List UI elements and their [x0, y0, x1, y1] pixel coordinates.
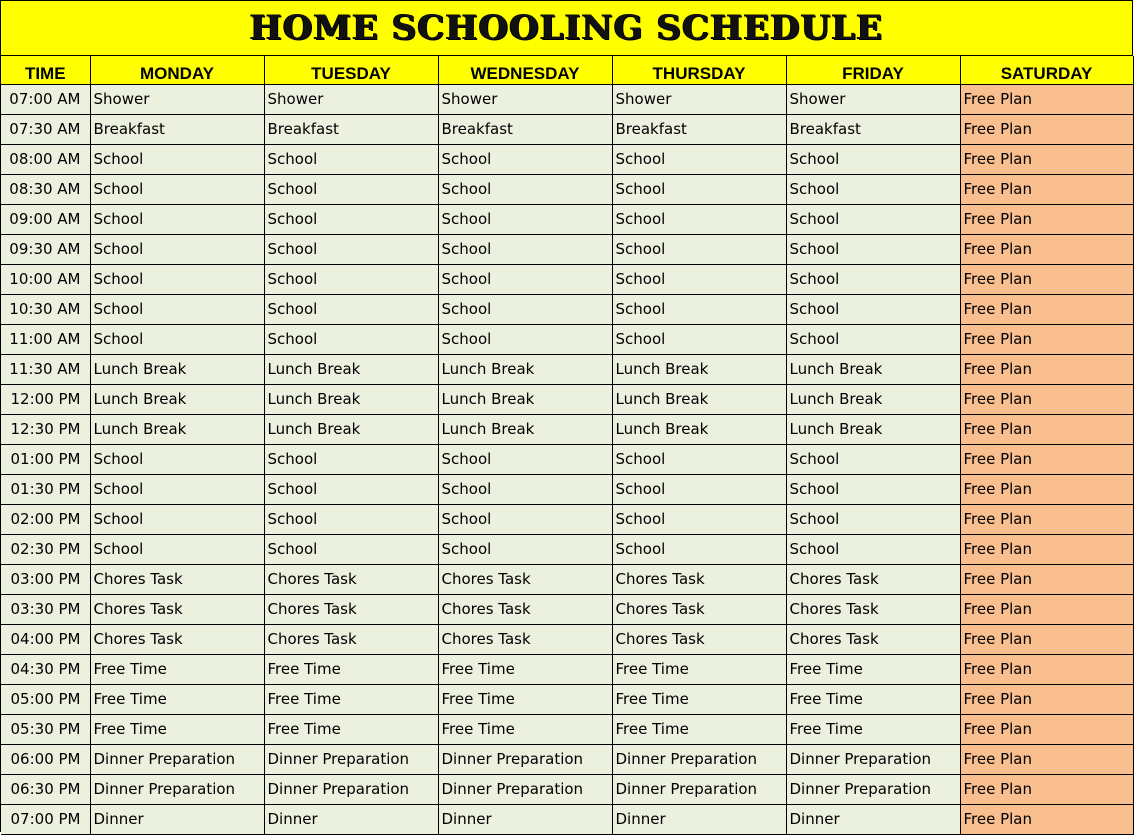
table-row	[1, 384, 1133, 414]
cell-saturday[interactable]: Free Plan	[960, 654, 1133, 684]
cell-monday[interactable]: School	[90, 234, 264, 264]
cell-saturday[interactable]: Free Plan	[960, 174, 1133, 204]
cell-thursday[interactable]: Chores Task	[612, 624, 786, 654]
cell-saturday[interactable]: Free Plan	[960, 324, 1133, 354]
cell-friday[interactable]: Lunch Break	[786, 354, 960, 384]
time-cell[interactable]: 06:30 PM	[1, 774, 90, 804]
time-cell[interactable]: 08:30 AM	[1, 174, 90, 204]
cell-friday[interactable]: Chores Task	[786, 624, 960, 654]
cell-wednesday[interactable]: Lunch Break	[438, 384, 612, 414]
cell-wednesday[interactable]: School	[438, 264, 612, 294]
cell-tuesday[interactable]: Free Time	[264, 684, 438, 714]
cell-thursday[interactable]: Dinner Preparation	[612, 774, 786, 804]
cell-monday[interactable]: Free Time	[90, 714, 264, 744]
cell-friday[interactable]: Shower	[786, 84, 960, 114]
cell-friday[interactable]: Free Time	[786, 684, 960, 714]
cell-monday[interactable]: School	[90, 474, 264, 504]
cell-saturday[interactable]: Free Plan	[960, 384, 1133, 414]
cell-thursday[interactable]: School	[612, 474, 786, 504]
cell-saturday[interactable]: Free Plan	[960, 84, 1133, 114]
cell-thursday[interactable]: Lunch Break	[612, 354, 786, 384]
time-cell[interactable]: 06:00 PM	[1, 744, 90, 774]
cell-saturday[interactable]: Free Plan	[960, 354, 1133, 384]
cell-thursday[interactable]: School	[612, 264, 786, 294]
cell-thursday[interactable]: School	[612, 234, 786, 264]
schedule-table	[1, 56, 1134, 835]
cell-tuesday[interactable]: School	[264, 504, 438, 534]
cell-wednesday[interactable]: Dinner	[438, 804, 612, 834]
cell-saturday[interactable]: Free Plan	[960, 474, 1133, 504]
cell-tuesday[interactable]: Lunch Break	[264, 384, 438, 414]
cell-wednesday[interactable]: Breakfast	[438, 114, 612, 144]
cell-friday[interactable]: Free Time	[786, 714, 960, 744]
table-row	[1, 294, 1133, 324]
cell-wednesday[interactable]: School	[438, 474, 612, 504]
cell-tuesday[interactable]: Dinner Preparation	[264, 774, 438, 804]
cell-thursday[interactable]: School	[612, 174, 786, 204]
cell-saturday[interactable]: Free Plan	[960, 804, 1133, 834]
cell-wednesday[interactable]: Chores Task	[438, 624, 612, 654]
time-cell[interactable]: 09:00 AM	[1, 204, 90, 234]
time-cell[interactable]: 04:00 PM	[1, 624, 90, 654]
cell-tuesday[interactable]: Chores Task	[264, 624, 438, 654]
cell-tuesday[interactable]: Breakfast	[264, 114, 438, 144]
cell-saturday[interactable]: Free Plan	[960, 264, 1133, 294]
cell-wednesday[interactable]: Free Time	[438, 714, 612, 744]
cell-friday[interactable]: Breakfast	[786, 114, 960, 144]
cell-thursday[interactable]: School	[612, 534, 786, 564]
time-cell[interactable]: 05:30 PM	[1, 714, 90, 744]
cell-thursday[interactable]: School	[612, 204, 786, 234]
cell-wednesday[interactable]: Lunch Break	[438, 414, 612, 444]
time-cell[interactable]: 01:00 PM	[1, 444, 90, 474]
cell-monday[interactable]: Dinner	[90, 804, 264, 834]
cell-monday[interactable]: Chores Task	[90, 624, 264, 654]
cell-friday[interactable]: School	[786, 504, 960, 534]
cell-friday[interactable]: Dinner Preparation	[786, 774, 960, 804]
cell-wednesday[interactable]: Free Time	[438, 654, 612, 684]
cell-friday[interactable]: School	[786, 144, 960, 174]
time-cell[interactable]: 09:30 AM	[1, 234, 90, 264]
cell-friday[interactable]: School	[786, 474, 960, 504]
header-tuesday[interactable]: TUESDAY	[264, 56, 438, 84]
header-wednesday[interactable]: WEDNESDAY	[438, 56, 612, 84]
cell-friday[interactable]: School	[786, 264, 960, 294]
cell-monday[interactable]: School	[90, 204, 264, 234]
cell-tuesday[interactable]: Shower	[264, 84, 438, 114]
table-row	[1, 354, 1133, 384]
cell-wednesday[interactable]: Free Time	[438, 684, 612, 714]
cell-monday[interactable]: Lunch Break	[90, 384, 264, 414]
table-row	[1, 204, 1133, 234]
cell-saturday[interactable]: Free Plan	[960, 444, 1133, 474]
cell-monday[interactable]: Lunch Break	[90, 414, 264, 444]
cell-friday[interactable]: School	[786, 294, 960, 324]
cell-tuesday[interactable]: School	[264, 474, 438, 504]
cell-thursday[interactable]: School	[612, 294, 786, 324]
cell-friday[interactable]: School	[786, 174, 960, 204]
cell-thursday[interactable]: Shower	[612, 84, 786, 114]
cell-friday[interactable]: Chores Task	[786, 564, 960, 594]
schedule-title[interactable]: HOME SCHOOLING SCHEDULE	[1, 1, 1133, 56]
table-row	[1, 774, 1133, 804]
header-time[interactable]: TIME	[1, 56, 90, 84]
time-cell[interactable]: 10:00 AM	[1, 264, 90, 294]
cell-saturday[interactable]: Free Plan	[960, 594, 1133, 624]
cell-saturday[interactable]: Free Plan	[960, 714, 1133, 744]
schedule-body	[1, 84, 1133, 834]
cell-tuesday[interactable]: Chores Task	[264, 564, 438, 594]
cell-wednesday[interactable]: Dinner Preparation	[438, 744, 612, 774]
table-row	[1, 114, 1133, 144]
cell-wednesday[interactable]: School	[438, 204, 612, 234]
time-cell[interactable]: 12:30 PM	[1, 414, 90, 444]
header-friday[interactable]: FRIDAY	[786, 56, 960, 84]
table-row	[1, 174, 1133, 204]
table-row	[1, 744, 1133, 774]
cell-saturday[interactable]: Free Plan	[960, 144, 1133, 174]
cell-wednesday[interactable]: Chores Task	[438, 594, 612, 624]
table-row	[1, 804, 1133, 834]
cell-thursday[interactable]: Breakfast	[612, 114, 786, 144]
header-row	[1, 56, 1133, 84]
cell-monday[interactable]: School	[90, 444, 264, 474]
cell-saturday[interactable]: Free Plan	[960, 234, 1133, 264]
cell-thursday[interactable]: Free Time	[612, 654, 786, 684]
table-row	[1, 624, 1133, 654]
cell-thursday[interactable]: School	[612, 144, 786, 174]
table-row	[1, 144, 1133, 174]
cell-saturday[interactable]: Free Plan	[960, 114, 1133, 144]
cell-friday[interactable]: Dinner Preparation	[786, 744, 960, 774]
cell-tuesday[interactable]: Dinner Preparation	[264, 744, 438, 774]
cell-monday[interactable]: School	[90, 144, 264, 174]
cell-friday[interactable]: Lunch Break	[786, 414, 960, 444]
cell-tuesday[interactable]: Free Time	[264, 714, 438, 744]
time-cell[interactable]: 02:00 PM	[1, 504, 90, 534]
header-monday[interactable]: MONDAY	[90, 56, 264, 84]
cell-monday[interactable]: Breakfast	[90, 114, 264, 144]
cell-saturday[interactable]: Free Plan	[960, 624, 1133, 654]
cell-tuesday[interactable]: School	[264, 444, 438, 474]
time-cell[interactable]: 03:00 PM	[1, 564, 90, 594]
table-row	[1, 414, 1133, 444]
cell-tuesday[interactable]: Lunch Break	[264, 414, 438, 444]
cell-friday[interactable]: School	[786, 204, 960, 234]
cell-saturday[interactable]: Free Plan	[960, 414, 1133, 444]
time-cell[interactable]: 11:00 AM	[1, 324, 90, 354]
cell-friday[interactable]: School	[786, 234, 960, 264]
cell-wednesday[interactable]: School	[438, 444, 612, 474]
time-cell[interactable]: 12:00 PM	[1, 384, 90, 414]
cell-tuesday[interactable]: School	[264, 264, 438, 294]
time-cell[interactable]: 08:00 AM	[1, 144, 90, 174]
cell-wednesday[interactable]: School	[438, 504, 612, 534]
cell-saturday[interactable]: Free Plan	[960, 744, 1133, 774]
time-cell[interactable]: 01:30 PM	[1, 474, 90, 504]
cell-wednesday[interactable]: School	[438, 324, 612, 354]
cell-monday[interactable]: Free Time	[90, 654, 264, 684]
table-row	[1, 684, 1133, 714]
cell-thursday[interactable]: School	[612, 504, 786, 534]
cell-tuesday[interactable]: School	[264, 324, 438, 354]
time-cell[interactable]: 05:00 PM	[1, 684, 90, 714]
cell-tuesday[interactable]: Chores Task	[264, 594, 438, 624]
cell-tuesday[interactable]: School	[264, 294, 438, 324]
table-row	[1, 324, 1133, 354]
table-row	[1, 84, 1133, 114]
cell-wednesday[interactable]: Chores Task	[438, 564, 612, 594]
header-saturday[interactable]: SATURDAY	[960, 56, 1133, 84]
cell-thursday[interactable]: School	[612, 324, 786, 354]
cell-tuesday[interactable]: Lunch Break	[264, 354, 438, 384]
time-cell[interactable]: 11:30 AM	[1, 354, 90, 384]
time-cell[interactable]: 07:30 AM	[1, 114, 90, 144]
cell-thursday[interactable]: Dinner	[612, 804, 786, 834]
cell-friday[interactable]: Chores Task	[786, 594, 960, 624]
cell-wednesday[interactable]: School	[438, 174, 612, 204]
cell-monday[interactable]: School	[90, 324, 264, 354]
cell-thursday[interactable]: School	[612, 444, 786, 474]
cell-friday[interactable]: Lunch Break	[786, 384, 960, 414]
cell-saturday[interactable]: Free Plan	[960, 504, 1133, 534]
cell-wednesday[interactable]: School	[438, 294, 612, 324]
cell-wednesday[interactable]: School	[438, 534, 612, 564]
cell-thursday[interactable]: Chores Task	[612, 564, 786, 594]
cell-thursday[interactable]: Lunch Break	[612, 414, 786, 444]
cell-wednesday[interactable]: School	[438, 144, 612, 174]
cell-thursday[interactable]: Free Time	[612, 684, 786, 714]
time-cell[interactable]: 02:30 PM	[1, 534, 90, 564]
cell-saturday[interactable]: Free Plan	[960, 204, 1133, 234]
cell-friday[interactable]: School	[786, 324, 960, 354]
cell-friday[interactable]: Dinner	[786, 804, 960, 834]
cell-tuesday[interactable]: Dinner	[264, 804, 438, 834]
cell-tuesday[interactable]: School	[264, 204, 438, 234]
table-row	[1, 504, 1133, 534]
cell-monday[interactable]: Dinner Preparation	[90, 744, 264, 774]
cell-monday[interactable]: School	[90, 294, 264, 324]
header-thursday[interactable]: THURSDAY	[612, 56, 786, 84]
cell-tuesday[interactable]: School	[264, 144, 438, 174]
table-row	[1, 264, 1133, 294]
cell-monday[interactable]: Dinner Preparation	[90, 774, 264, 804]
cell-thursday[interactable]: Lunch Break	[612, 384, 786, 414]
cell-wednesday[interactable]: School	[438, 234, 612, 264]
cell-wednesday[interactable]: Shower	[438, 84, 612, 114]
cell-saturday[interactable]: Free Plan	[960, 534, 1133, 564]
time-cell[interactable]: 07:00 PM	[1, 804, 90, 834]
table-row	[1, 714, 1133, 744]
cell-tuesday[interactable]: School	[264, 234, 438, 264]
cell-tuesday[interactable]: School	[264, 534, 438, 564]
cell-monday[interactable]: School	[90, 174, 264, 204]
cell-thursday[interactable]: Dinner Preparation	[612, 744, 786, 774]
cell-friday[interactable]: School	[786, 444, 960, 474]
cell-thursday[interactable]: Free Time	[612, 714, 786, 744]
cell-wednesday[interactable]: Lunch Break	[438, 354, 612, 384]
cell-monday[interactable]: School	[90, 504, 264, 534]
table-row	[1, 444, 1133, 474]
time-cell[interactable]: 04:30 PM	[1, 654, 90, 684]
cell-thursday[interactable]: Chores Task	[612, 594, 786, 624]
cell-saturday[interactable]: Free Plan	[960, 294, 1133, 324]
cell-saturday[interactable]: Free Plan	[960, 774, 1133, 804]
cell-friday[interactable]: School	[786, 534, 960, 564]
cell-tuesday[interactable]: School	[264, 174, 438, 204]
cell-monday[interactable]: Chores Task	[90, 564, 264, 594]
time-cell[interactable]: 07:00 AM	[1, 84, 90, 114]
time-cell[interactable]: 03:30 PM	[1, 594, 90, 624]
cell-monday[interactable]: Free Time	[90, 684, 264, 714]
time-cell[interactable]: 10:30 AM	[1, 294, 90, 324]
table-row	[1, 654, 1133, 684]
table-row	[1, 474, 1133, 504]
cell-friday[interactable]: Free Time	[786, 654, 960, 684]
table-row	[1, 594, 1133, 624]
cell-monday[interactable]: School	[90, 264, 264, 294]
cell-monday[interactable]: School	[90, 534, 264, 564]
cell-saturday[interactable]: Free Plan	[960, 684, 1133, 714]
table-row	[1, 534, 1133, 564]
cell-saturday[interactable]: Free Plan	[960, 564, 1133, 594]
cell-wednesday[interactable]: Dinner Preparation	[438, 774, 612, 804]
cell-monday[interactable]: Shower	[90, 84, 264, 114]
cell-tuesday[interactable]: Free Time	[264, 654, 438, 684]
table-row	[1, 234, 1133, 264]
cell-monday[interactable]: Chores Task	[90, 594, 264, 624]
cell-monday[interactable]: Lunch Break	[90, 354, 264, 384]
table-row	[1, 564, 1133, 594]
